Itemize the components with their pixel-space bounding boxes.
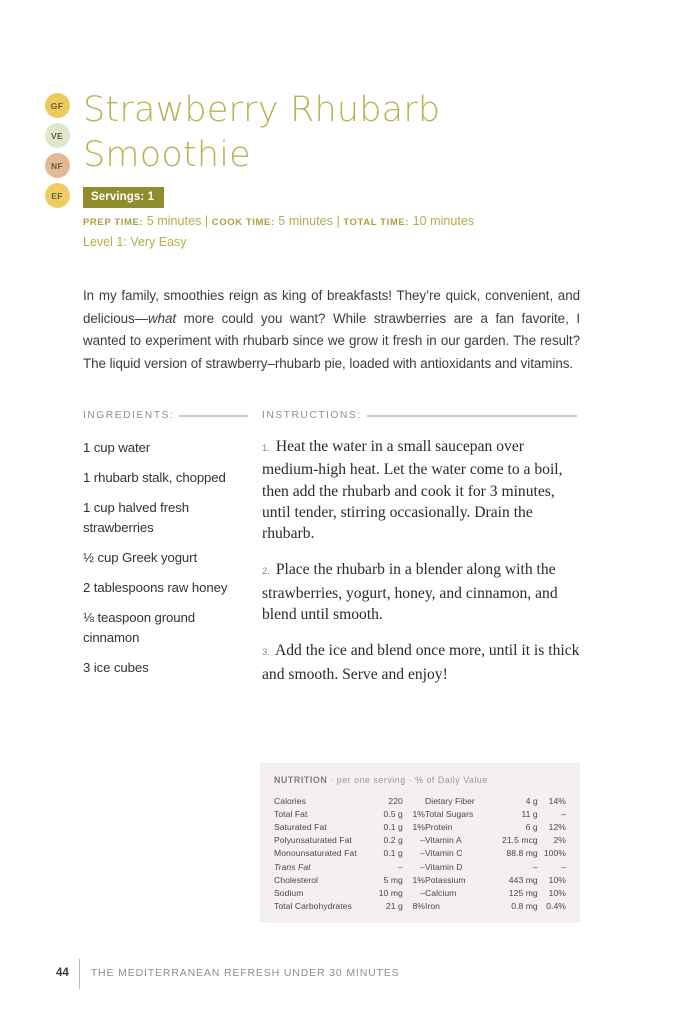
time-separator-1: | — [204, 214, 209, 228]
nutrient-name: Iron — [425, 901, 441, 912]
nutrient-name: Trans Fat — [274, 861, 311, 872]
instructions-heading — [262, 410, 577, 421]
nutrient-daily-value: – — [420, 848, 425, 859]
nutrient-amount: – — [532, 861, 538, 872]
nutrient-name: Sodium — [274, 887, 304, 898]
recipe-times — [83, 214, 474, 228]
diet-badge-gf: GF — [45, 93, 70, 118]
nutrition-heading-subtext: · per one serving · % of Daily Value — [327, 775, 488, 785]
nutrient-daily-value: – — [420, 835, 425, 846]
nutrient-daily-value: 10% — [548, 887, 566, 898]
nutrition-row — [274, 794, 566, 807]
nutrient-amount: 0.5 g — [383, 808, 403, 819]
cook-time-label: COOK TIME: — [211, 217, 275, 228]
nutrient-name: Potassium — [425, 874, 466, 885]
ingredient-item: ⅛ teaspoon ground cinnamon — [83, 610, 195, 645]
diet-badge-ve: VE — [45, 123, 70, 148]
nutrient-daily-value: 100% — [543, 848, 566, 859]
nutrition-row — [274, 820, 566, 833]
nutrition-row — [274, 807, 566, 820]
cook-time-value: 5 minutes — [278, 214, 333, 228]
intro-paragraph — [83, 285, 580, 375]
instruction-step — [262, 640, 580, 685]
heading-rule — [179, 415, 248, 417]
total-time-value: 10 minutes — [412, 214, 475, 228]
ingredients-heading-label: INGREDIENTS: — [83, 410, 175, 421]
nutrient-daily-value: – — [561, 861, 566, 872]
ingredients-list — [83, 438, 253, 688]
prep-time-value: 5 minutes — [146, 214, 202, 228]
nutrient-amount: 125 mg — [508, 887, 538, 898]
instructions-list — [262, 436, 580, 700]
nutrient-daily-value: 0.4% — [546, 901, 566, 912]
book-title: THE MEDITERRANEAN REFRESH UNDER 30 MINUTES — [90, 967, 400, 979]
page-title: Strawberry Rhubarb Smoothie — [83, 90, 441, 175]
nutrient-daily-value: – — [420, 887, 425, 898]
nutrient-daily-value: 14% — [548, 795, 566, 806]
nutrient-name: Polyunsaturated Fat — [274, 835, 352, 846]
nutrition-table-body — [274, 794, 566, 913]
instruction-step-text: Heat the water in a small saucepan over medium-high heat. Let the water come to a boil, then add the rhubarb and cook it for 3 minutes, until tender, stirring occasionally. Drain the rhubarb. — [262, 438, 563, 543]
nutrient-daily-value: 1% — [412, 808, 425, 819]
nutrient-amount: 4 g — [525, 795, 538, 806]
diet-badge-group — [40, 93, 74, 208]
instruction-step-number: 1. — [262, 443, 270, 454]
ingredient-item: 1 cup water — [83, 440, 151, 455]
ingredient-item: 3 ice cubes — [83, 660, 149, 675]
nutrition-row — [274, 900, 566, 913]
ingredient-item: 1 rhubarb stalk, chopped — [83, 470, 226, 485]
intro-emphasis: what — [148, 310, 177, 326]
nutrient-name: Vitamin D — [425, 861, 463, 872]
instruction-step-number: 3. — [262, 647, 270, 659]
total-time-label: TOTAL TIME: — [343, 217, 410, 228]
instructions-heading-label: INSTRUCTIONS: — [262, 410, 362, 421]
nutrient-amount: – — [398, 861, 403, 872]
instruction-step-text: Add the ice and blend once more, until it is thick and smooth. Serve and enjoy! — [262, 642, 580, 683]
instruction-step — [262, 559, 580, 625]
ingredient-item: 2 tablespoons raw honey — [83, 580, 228, 595]
diet-badge-nf: NF — [45, 153, 70, 178]
nutrient-name: Monounsaturated Fat — [274, 848, 357, 859]
nutrition-panel — [260, 763, 580, 923]
nutrient-amount: 21.5 mcg — [502, 835, 538, 846]
time-separator-2: | — [336, 214, 340, 228]
nutrition-row — [274, 847, 566, 860]
nutrition-row — [274, 834, 566, 847]
nutrition-heading — [274, 775, 566, 785]
nutrient-daily-value: 1% — [412, 821, 425, 832]
nutrient-name: Calories — [274, 795, 306, 806]
nutrient-daily-value: 1% — [412, 874, 425, 885]
nutrient-name: Total Fat — [274, 808, 308, 819]
nutrient-daily-value — [403, 794, 425, 807]
nutrition-table — [274, 794, 566, 913]
page-footer — [56, 963, 400, 983]
nutrient-daily-value: 10% — [548, 874, 566, 885]
nutrient-name: Vitamin A — [425, 835, 462, 846]
nutrient-name: Total Sugars — [425, 808, 474, 819]
nutrient-name: Vitamin C — [425, 848, 463, 859]
servings-badge: Servings: 1 — [83, 187, 164, 208]
nutrient-amount: 0.8 mg — [511, 901, 538, 912]
prep-time-label: PREP TIME: — [83, 217, 144, 228]
instruction-step-text: Place the rhubarb in a blender along with the strawberries, yogurt, honey, and cinnamon, and blend until smooth. — [262, 561, 558, 624]
difficulty-level: Level 1: Very Easy — [83, 235, 187, 249]
nutrient-daily-value: – — [420, 861, 425, 872]
nutrient-name: Protein — [425, 821, 453, 832]
instruction-step — [262, 436, 580, 544]
nutrient-daily-value: 8% — [412, 901, 425, 912]
nutrient-daily-value: – — [561, 808, 566, 819]
intro-text-part1: In my family, smoothies reign as king of breakfasts! They’re quick, convenient, and delicious— — [83, 288, 580, 326]
diet-badge-ef: EF — [45, 183, 70, 208]
ingredient-item: 1 cup halved fresh strawberries — [83, 500, 189, 535]
nutrient-amount: 220 — [388, 795, 403, 806]
ingredients-heading — [83, 410, 248, 421]
nutrient-amount: 0.1 g — [383, 848, 403, 859]
page-number: 44 — [56, 967, 69, 979]
nutrient-name: Total Carbohydrates — [274, 901, 352, 912]
nutrition-row — [274, 873, 566, 886]
nutrition-heading-label: NUTRITION — [274, 775, 328, 785]
nutrient-name: Dietary Fiber — [425, 795, 475, 806]
nutrient-amount: 6 g — [525, 821, 538, 832]
ingredient-item: ½ cup Greek yogurt — [83, 550, 198, 565]
nutrient-amount: 0.2 g — [383, 835, 403, 846]
nutrient-amount: 11 g — [521, 808, 538, 819]
nutrient-amount: 88.8 mg — [506, 848, 538, 859]
intro-text-part2: more could you want? While strawberries are a fan favorite, I wanted to experiment with rhubarb since we grow it fresh in our garden. The result? The liquid version of strawberry–rhubarb pie, loaded with antioxidants and vitamins. — [83, 310, 580, 371]
nutrient-daily-value: 2% — [553, 835, 566, 846]
nutrition-row — [274, 860, 566, 873]
heading-rule — [367, 415, 577, 417]
nutrient-daily-value: 12% — [548, 821, 566, 832]
nutrient-amount: 443 mg — [508, 874, 538, 885]
nutrient-amount: 0.1 g — [383, 821, 403, 832]
nutrition-row — [274, 886, 566, 899]
nutrient-amount: 5 mg — [383, 874, 403, 885]
nutrient-name: Cholesterol — [274, 874, 319, 885]
nutrient-amount: 10 mg — [378, 887, 403, 898]
nutrient-name: Calcium — [425, 887, 457, 898]
instruction-step-number: 2. — [262, 566, 270, 578]
nutrient-amount: 21 g — [385, 901, 403, 912]
nutrient-name: Saturated Fat — [274, 821, 327, 832]
